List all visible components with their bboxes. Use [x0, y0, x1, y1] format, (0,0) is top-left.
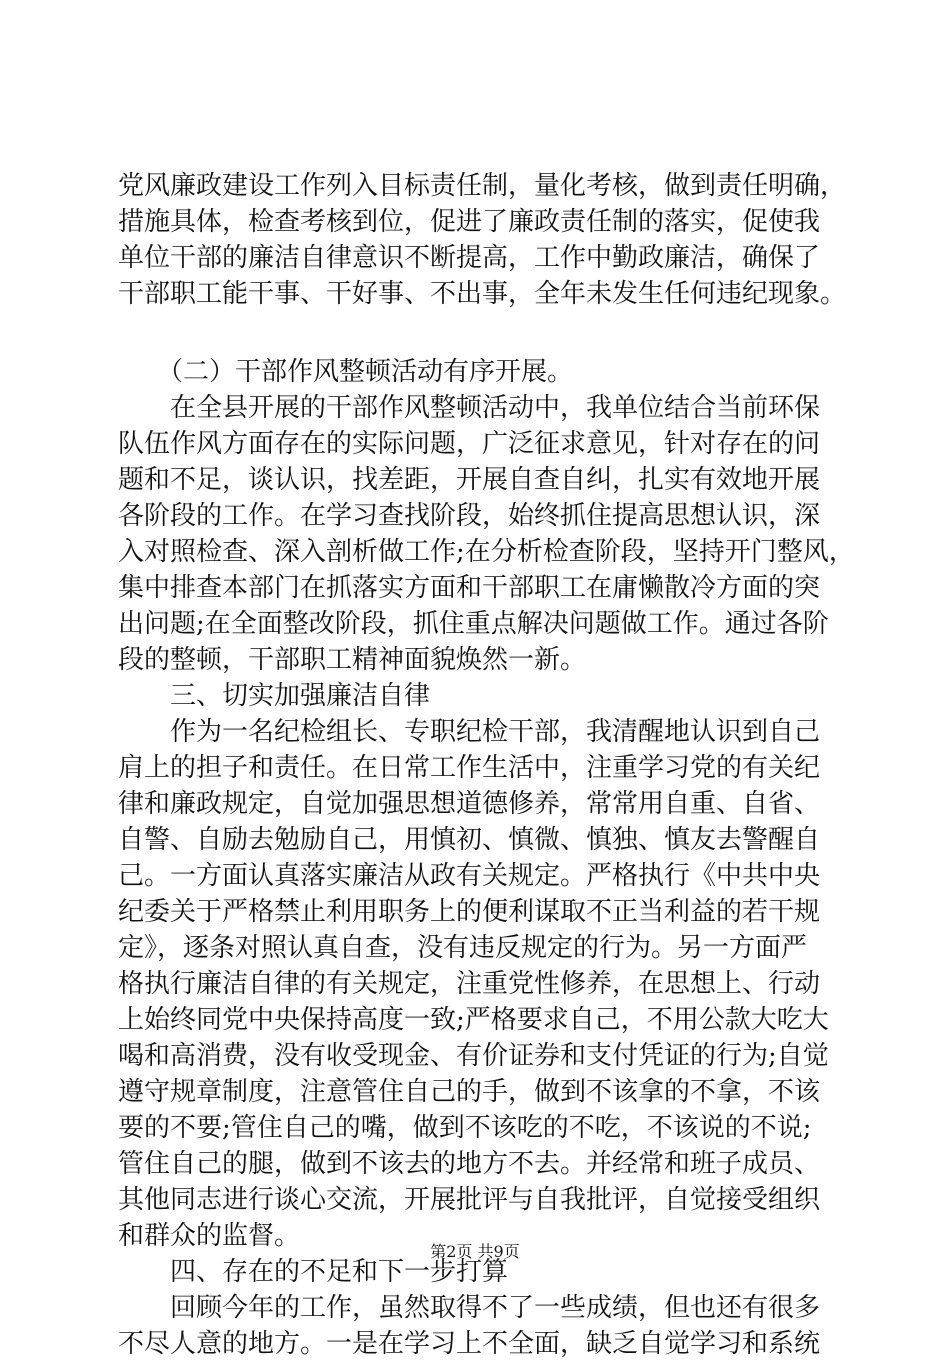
text-line: 入对照检查、深入剖析做工作;在分析检查阶段，坚持开门整风， [118, 537, 855, 567]
text-line: 不尽人意的地方。一是在学习上不全面，缺乏自觉学习和系统 [118, 1329, 821, 1359]
text-line: 各阶段的工作。在学习查找阶段，始终抓住提高思想认识，深 [118, 501, 821, 531]
section-heading: 四、存在的不足和下一步打算 [118, 1257, 509, 1287]
text-line: 上始终同党中央保持高度一致;严格要求自己，不用公款大吃大 [118, 1005, 829, 1035]
text-line: 己。一方面认真落实廉洁从政有关规定。严格执行《中共中央 [118, 861, 821, 891]
text-line: 要的不要;管住自己的嘴，做到不该吃的不吃，不该说的不说; [118, 1113, 812, 1143]
text-line: 和群众的监督。 [118, 1221, 301, 1251]
text-line: 肩上的担子和责任。在日常工作生活中，注重学习党的有关纪 [118, 753, 821, 783]
text-line: 干部职工能干事、干好事、不出事，全年未发生任何违纪现象。 [118, 279, 847, 309]
text-line: 自警、自励去勉励自己，用慎初、慎微、慎独、慎友去警醒自 [118, 825, 821, 855]
text-line: 管住自己的腿，做到不该去的地方不去。并经常和班子成员、 [118, 1149, 821, 1179]
page-number-footer: 第2页 共9页 [430, 1242, 520, 1261]
text-line: 措施具体，检查考核到位，促进了廉政责任制的落实，促使我 [118, 207, 821, 237]
text-line: 定》，逐条对照认真自查，没有违反规定的行为。另一方面严 [118, 933, 808, 963]
text-line: 律和廉政规定，自觉加强思想道德修养，常常用自重、自省、 [118, 789, 821, 819]
text-line: 回顾今年的工作，虽然取得不了一些成绩，但也还有很多 [118, 1293, 821, 1323]
text-line: 出问题;在全面整改阶段，抓住重点解决问题做工作。通过各阶 [118, 609, 829, 639]
document-body [118, 168, 858, 1362]
text-line: 格执行廉洁自律的有关规定，注重党性修养，在思想上、行动 [118, 969, 821, 999]
text-line: 喝和高消费，没有收受现金、有价证券和支付凭证的行为;自觉 [118, 1041, 829, 1071]
text-line: 集中排查本部门在抓落实方面和干部职工在庸懒散冷方面的突 [118, 573, 821, 603]
text-line: 段的整顿，干部职工精神面貌焕然一新。 [118, 645, 587, 675]
text-line: 在全县开展的干部作风整顿活动中，我单位结合当前环保 [118, 393, 821, 423]
text-line: 遵守规章制度，注意管住自己的手，做到不该拿的不拿，不该 [118, 1077, 821, 1107]
text-line: 纪委关于严格禁止利用职务上的便利谋取不正当利益的若干规 [118, 897, 821, 927]
section-heading: （二）干部作风整顿活动有序开展。 [118, 357, 574, 387]
text-line: 队伍作风方面存在的实际问题，广泛征求意见，针对存在的问 [118, 429, 821, 459]
paragraph-gap [118, 312, 858, 354]
section-heading: 三、切实加强廉洁自律 [118, 681, 431, 711]
text-line: 单位干部的廉洁自律意识不断提高，工作中勤政廉洁，确保了 [118, 243, 821, 273]
text-line: 党风廉政建设工作列入目标责任制，量化考核，做到责任明确， [118, 171, 847, 201]
text-line: 其他同志进行谈心交流，开展批评与自我批评，自觉接受组织 [118, 1185, 821, 1215]
text-line: 题和不足，谈认识，找差距，开展自查自纠，扎实有效地开展 [118, 465, 821, 495]
text-line: 作为一名纪检组长、专职纪检干部，我清醒地认识到自己 [118, 717, 821, 747]
